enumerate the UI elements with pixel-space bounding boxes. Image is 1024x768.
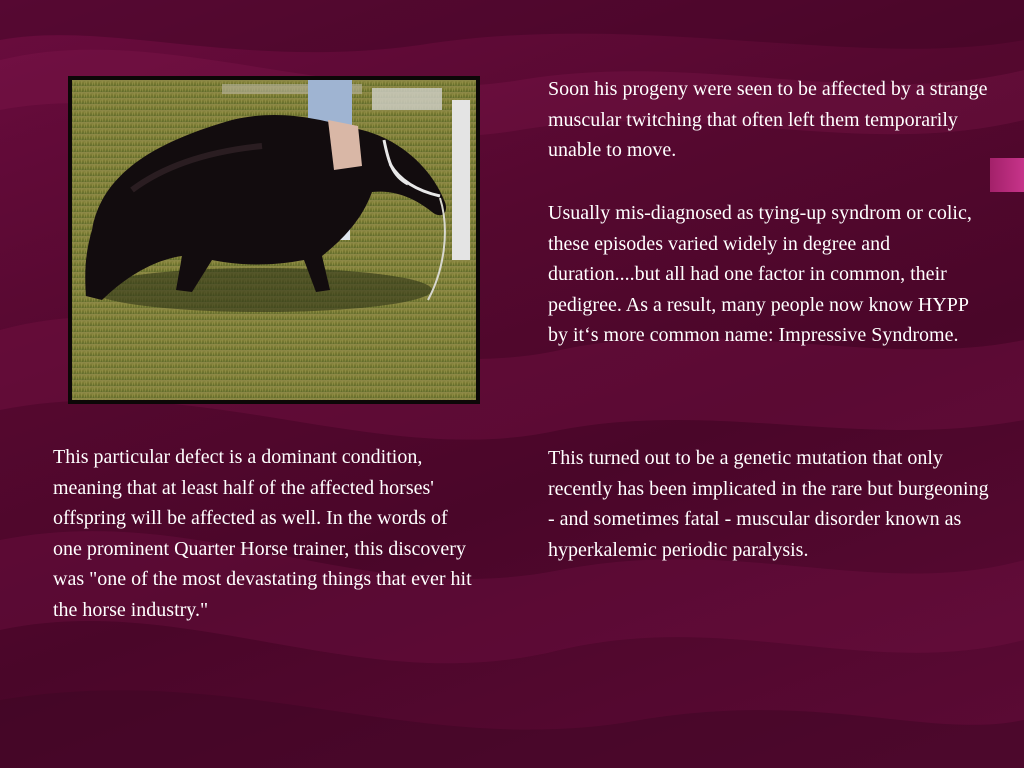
horse-photo-icon — [72, 80, 476, 400]
side-accent-tab — [990, 158, 1024, 192]
horse-photo — [68, 76, 480, 404]
paragraph-left: This particular defect is a dominant condition, meaning that at least half of the affected horses' offspring will be affected as well. In the words of one prominent Quarter Horse trainer, this discovery was "one of the most devastating things that ever hit the horse industry." — [53, 446, 472, 621]
paragraph-right-progeny: Soon his progeny were seen to be affected by a strange muscular twitching that often left them temporarily unable to move. — [548, 78, 988, 161]
paragraph-right-diagnosis: Usually mis-diagnosed as tying-up syndrom or colic, these episodes varied widely in degree and duration....but all had one factor in common, their pedigree. As a result, many people now know HYPP by it‘s more common name: Impressive Syndrome. — [548, 202, 972, 346]
paragraph-right-mutation: This turned out to be a genetic mutation that only recently has been implicated in the rare but burgeoning - and sometimes fatal - muscular disorder known as hyperkalemic periodic paralysis. — [548, 447, 989, 561]
